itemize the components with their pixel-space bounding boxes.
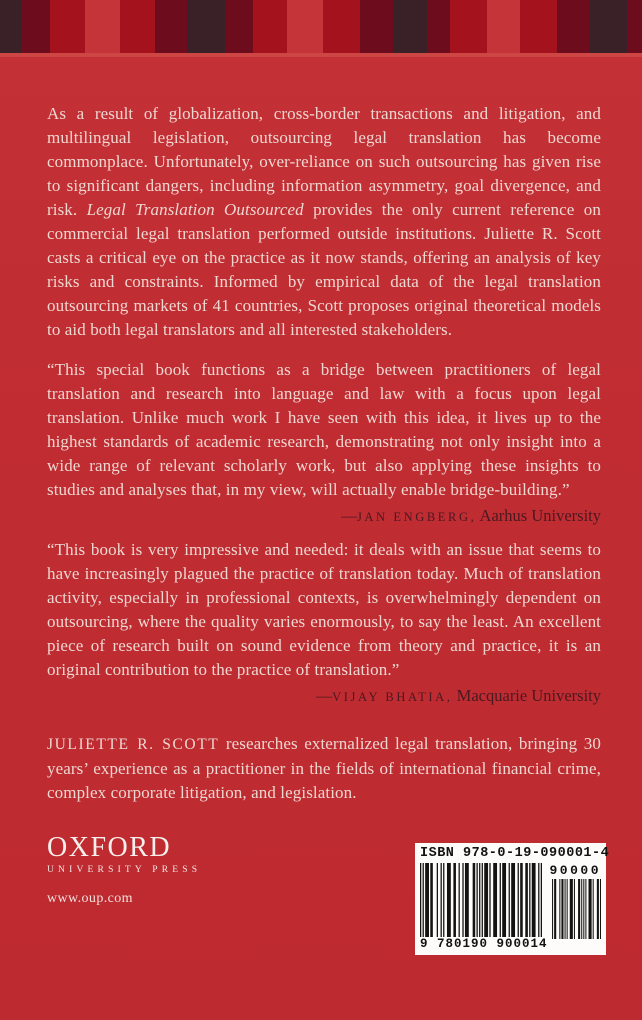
book-title-italic: Legal Translation Outsourced [86,200,304,219]
ean13-bars [420,863,542,937]
quote-text-1: “This special book functions as a bridge between practitioners of legal translation and research into language and law with a focus upon legal translation. Unlike much work I have seen with this idea, it lives up to the highest standards of academic research, demonstrating not only insight into a wide range of relevant scholarly work, but also applying these insights to studies and analyses that, in my view, will actually enable bridge-building.” [47,360,601,499]
stripe [487,0,520,53]
stripe [0,0,22,53]
stripe [393,0,427,53]
stripe [155,0,187,53]
university-press-label: UNIVERSITY PRESS [47,865,202,875]
barcode-row [420,863,601,951]
ean5-addon-barcode [549,863,601,939]
endorsement-quote-2 [47,538,601,708]
publisher-block [47,834,201,907]
author-bio [47,732,601,805]
stripe [590,0,627,53]
stripe [427,0,450,53]
barcode-panel [415,843,610,955]
oxford-wordmark: OXFORD [47,832,172,863]
stripe [450,0,487,53]
stripe [287,0,323,53]
isbn-label: ISBN 978-0-19-090001-4 [420,846,610,861]
quote-attribution-1 [47,505,601,528]
stripe [120,0,155,53]
quote-attribution-2 [47,685,601,708]
endorsement-quote-1 [47,358,601,528]
stripe [520,0,557,53]
attribution-affiliation: Macquarie University [452,686,601,705]
stripe [225,0,253,53]
stripe [627,0,642,53]
price-code: 90000 [549,863,601,878]
author-name-caps: JULIETTE R. SCOTT [47,736,220,753]
attribution-name: JAN ENGBERG, [356,510,477,524]
stripe [323,0,360,53]
quote-text-2: “This book is very impressive and needed: it deals with an issue that seems to have increasingly plagued the practice of translation today. Much of translation activity, especially in professional contexts, is overwhelmingly dependent on outsourcing, where the quality varies enormously, to say the least. An excellent piece of research built on sound evidence from theory and practice, it is an original contribution to the practice of translation.” [47,540,601,679]
ean5-bars [551,879,601,939]
ean13-digits: 9 780190 900014 [420,937,548,951]
stripe [50,0,85,53]
blurb-text-end: provides the only current reference on commercial legal translation performed outside institutions. Juliette R. Scott casts a critical eye on the practice as it now stands, offering an analysis of key risks and constraints. Informed by empirical data of the legal translation outsourcing markets of 41 countries, Scott proposes original theoretical models to aid both legal translators and all interested stakeholders. [47,200,601,339]
blurb-text-start: As a result of globalization, cross-border transactions and litigation, and multilingual legislation, outsourcing legal translation has become commonplace. Unfortunately, over-reliance on such outsourcing has given rise to significant dangers, including information asymmetry, goal divergence, and risk. [47,104,601,219]
stripe [22,0,50,53]
attribution-name: VIJAY BHATIA, [332,690,453,704]
stripe [187,0,225,53]
stripe [253,0,287,53]
ean13-barcode [420,863,548,951]
stripe [557,0,590,53]
stripe [360,0,393,53]
stripe [85,0,120,53]
decorative-stripe-band [0,0,642,53]
attribution-dash: — [316,688,333,705]
back-cover-content [0,57,642,805]
book-blurb [47,102,601,342]
publisher-website: www.oup.com [47,891,133,906]
author-bio-text: researches externalized legal translation, bringing 30 years’ experience as a practitioner in the fields of international financial crime, complex corporate litigation, and legislation. [47,734,601,802]
attribution-affiliation: Aarhus University [476,506,601,525]
attribution-dash: — [340,508,357,525]
